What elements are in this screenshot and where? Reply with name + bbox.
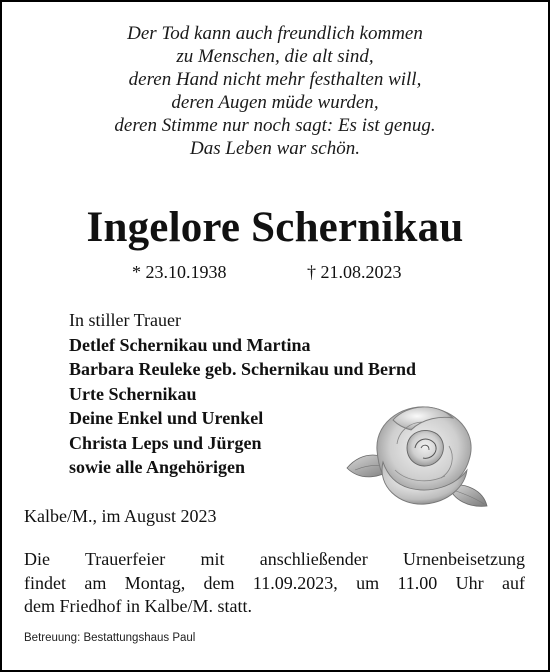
deceased-name: Ingelore Schernikau <box>86 204 464 251</box>
mourner-name: Christa Leps und Jürgen <box>69 432 262 453</box>
mourner-name: Barbara Reuleke geb. Schernikau und Bernd <box>69 359 417 379</box>
funeral-line: dem Friedhof in Kalbe/M. statt. <box>24 596 252 616</box>
poem-line: deren Stimme nur noch sagt: Es ist genug. <box>114 115 436 136</box>
mourner-name: Deine Enkel und Urenkel <box>69 408 264 428</box>
funeral-home-credit: Betreuung: Bestattungshaus Paul <box>24 632 196 644</box>
death-date: † 21.08.2023 <box>307 262 402 282</box>
poem-line: Der Tod kann auch freundlich kommen <box>127 23 423 44</box>
poem-line: deren Augen müde wurden, <box>171 92 379 113</box>
funeral-line: Die Trauerfeier mit anschließender Urnenbeisetzung <box>24 549 525 569</box>
funeral-line: findet am Montag, dem 11.09.2023, um 11.00 Uhr auf <box>24 572 525 593</box>
poem <box>2 22 548 160</box>
poem-line: zu Menschen, die alt sind, <box>176 46 374 67</box>
birth-date: * 23.10.1938 <box>132 262 227 282</box>
funeral-details <box>24 548 525 619</box>
mourners-intro: In stiller Trauer <box>69 310 181 330</box>
mourner-name: Detlef Schernikau und Martina <box>69 334 311 355</box>
mourner-name: Urte Schernikau <box>69 383 197 404</box>
place-and-date: Kalbe/M., im August 2023 <box>24 506 217 526</box>
poem-line: deren Hand nicht mehr festhalten will, <box>128 69 422 90</box>
rose-icon <box>337 390 493 512</box>
poem-line: Das Leben war schön. <box>190 138 360 159</box>
mourner-name: sowie alle Angehörigen <box>69 457 245 477</box>
